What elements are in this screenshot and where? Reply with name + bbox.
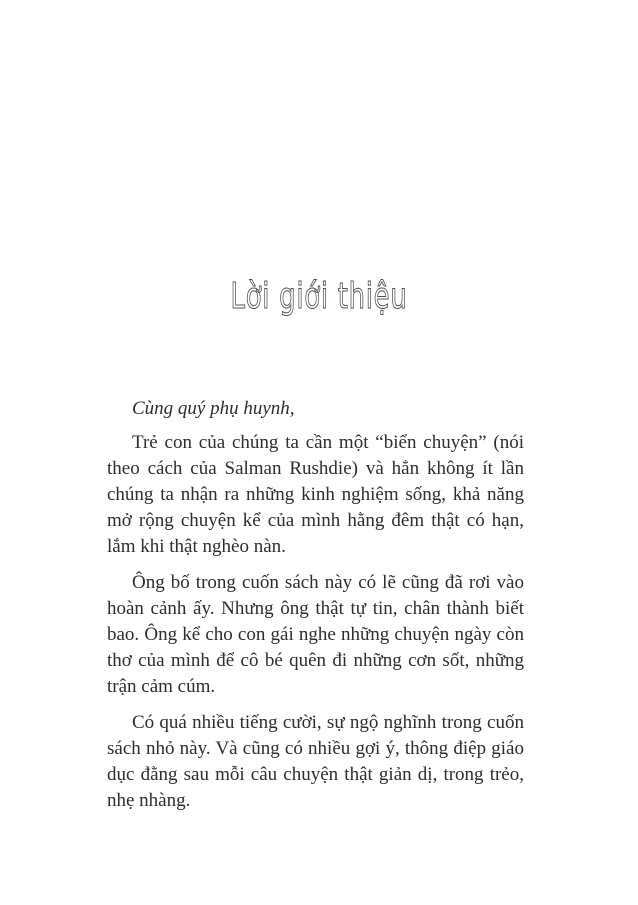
- paragraph-2: Ông bố trong cuốn sách này có lẽ cũng đã rơi vào hoàn cảnh ấy. Nhưng ông thật tự tin, chân thành biết bao. Ông kể cho con gái nghe những chuyện ngày còn thơ của mình để cô bé quên đi những cơn sốt, những trận cảm cúm.: [107, 572, 524, 697]
- paragraph-1: Trẻ con của chúng ta cần một “biển chuyện” (nói theo cách của Salman Rushdie) và hẳn không ít lần chúng ta nhận ra những kinh nghiệm sống, khả năng mở rộng chuyện kể của mình hằng đêm thật có hạn, lắm khi thật nghèo nàn.: [107, 432, 524, 557]
- paragraph-3: Có quá nhiều tiếng cười, sự ngộ nghĩnh trong cuốn sách nhỏ này. Và cũng có nhiều gợi ý, thông điệp giáo dục đằng sau mỗi câu chuyện thật giản dị, trong trẻo, nhẹ nhàng.: [107, 712, 524, 811]
- chapter-title: Lời giới thiệu: [230, 276, 408, 317]
- page-content: [107, 396, 524, 814]
- salutation-line: Cùng quý phụ huynh,: [132, 398, 295, 419]
